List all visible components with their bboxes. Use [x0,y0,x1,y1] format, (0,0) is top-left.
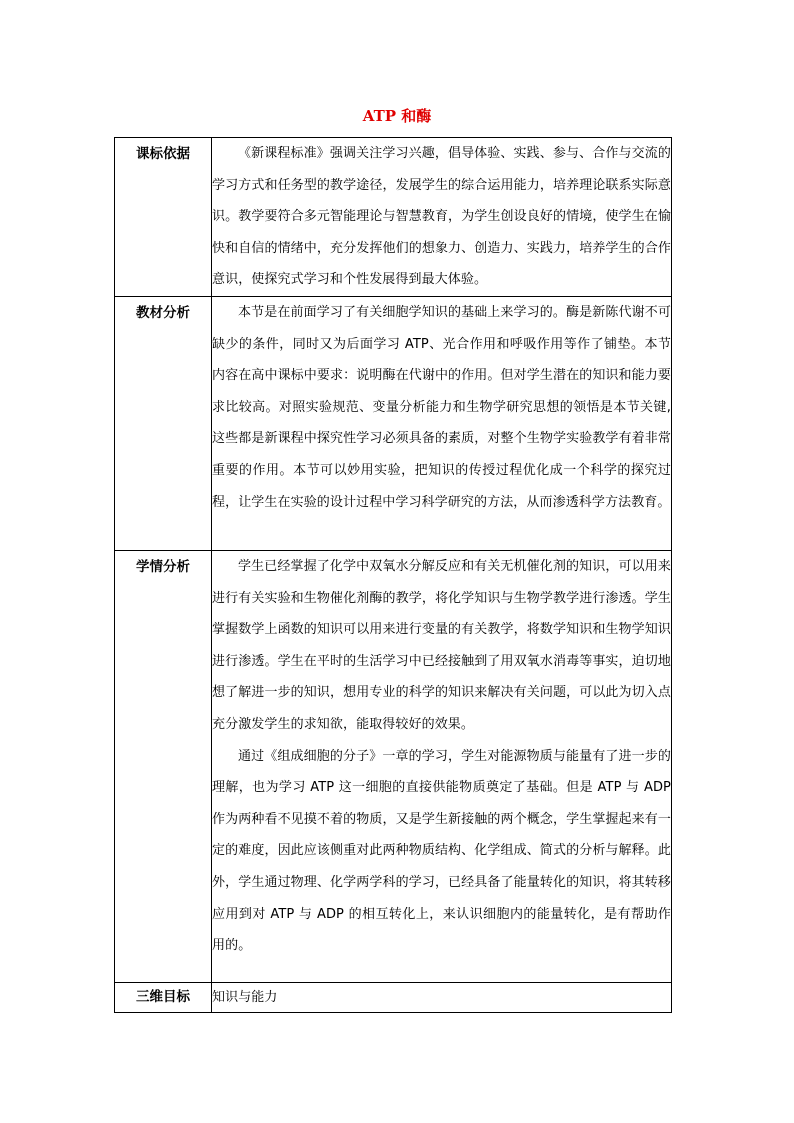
lesson-plan-table [114,137,672,1013]
row-content [212,982,672,1012]
row-content [212,138,672,297]
row-heading: 三维目标 [115,982,212,1012]
row-heading: 课标依据 [115,138,212,297]
paragraph: 知识与能力 [212,989,278,1005]
table-row-curriculum-basis [115,138,672,297]
document-title: ATP 和酶 [362,107,432,125]
row-heading: 教材分析 [115,296,212,550]
paragraph: 学生已经掌握了化学中双氧水分解反应和有关无机催化剂的知识，可以用来进行有关实验和生物催化剂酶的教学，将化学知识与生物学教学进行渗透。学生掌握数学上函数的知识可以用来进行变量的有关教学，将数学知识和生物学知识进行渗透。学生在平时的生活学习中已经接触到了用双氧水消毒等事实，迫切地想了解进一步的知识，想用专业的科学的知识来解决有关问题，可以此为切入点充分激发学生的求知欲，能取得较好的效果。 [212,558,671,732]
table-row-textbook-analysis [115,296,672,550]
row-content [212,296,672,550]
paragraph: 《新课程标准》强调关注学习兴趣，倡导体验、实践、参与、合作与交流的学习方式和任务型的教学途径，发展学生的综合运用能力，培养理论联系实际意识。教学要符合多元智能理论与智慧教育，为学生创设良好的情境，使学生在愉快和自信的情绪中，充分发挥他们的想象力、创造力、实践力，培养学生的合作意识，使探究式学习和个性发展得到最大体验。 [212,146,671,288]
paragraph: 本节是在前面学习了有关细胞学知识的基础上来学习的。酶是新陈代谢不可缺少的条件，同时又为后面学习 ATP、光合作用和呼吸作用等作了铺垫。本节内容在高中课标中要求：说明酶在代谢中的作用。但对学生潜在的知识和能力要求比较高。对照实验规范、变量分析能力和生物学研究思想的领悟是本节关键,这些都是新课程中探究性学习必须具备的素质，对整个生物学实验教学有着非常重要的作用。本节可以妙用实验，把知识的传授过程优化成一个科学的探究过程，让学生在实验的设计过程中学习科学研究的方法，从而渗透科学方法教育。 [212,304,671,510]
row-content [212,550,672,982]
table-row-three-dimensional-goals [115,982,672,1012]
row-heading: 学情分析 [115,550,212,982]
table-row-learner-analysis [115,550,672,982]
paragraph: 通过《组成细胞的分子》一章的学习，学生对能源物质与能量有了进一步的理解，也为学习 ATP 这一细胞的直接供能物质奠定了基础。但是 ATP 与 ADP 作为两种看不见摸不着的物质，又是学生新接触的两个概念，学生掌握起来有一定的难度，因此应该侧重对此两种物质结构、化学组成、简式的分析与解释。此外，学生通过物理、化学两学科的学习，已经具备了能量转化的知识，将其转移应用到对 ATP 与 ADP 的相互转化上，来认识细胞内的能量转化，是有帮助作用的。 [212,748,671,954]
